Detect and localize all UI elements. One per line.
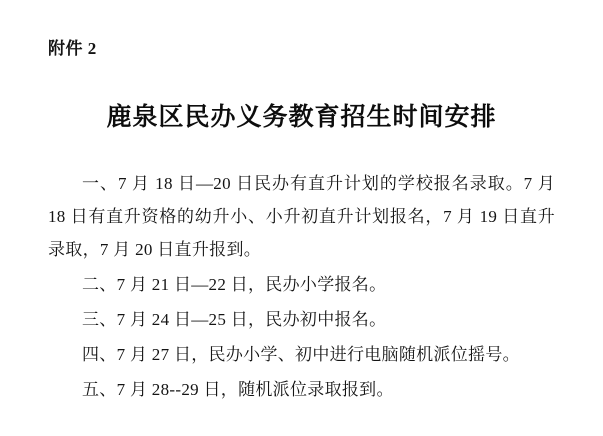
paragraph: 四、7 月 27 日，民办小学、初中进行电脑随机派位摇号。	[82, 345, 520, 364]
paragraph: 二、7 月 21 日—22 日，民办小学报名。	[82, 275, 387, 294]
paragraph: 五、7 月 28--29 日，随机派位录取报到。	[82, 380, 394, 399]
attachment-label: 附件 2	[48, 39, 97, 58]
paragraph: 一、7 月 18 日—20 日民办有直升计划的学校报名录取。7 月 18 日有直升资格的幼升小、小升初直升计划报名，7 月 19 日直升录取，7 月 20 日直升报到。	[48, 174, 555, 259]
page-title: 鹿泉区民办义务教育招生时间安排	[106, 104, 497, 131]
document-body	[48, 167, 555, 406]
paragraph: 三、7 月 24 日—25 日，民办初中报名。	[82, 310, 387, 329]
